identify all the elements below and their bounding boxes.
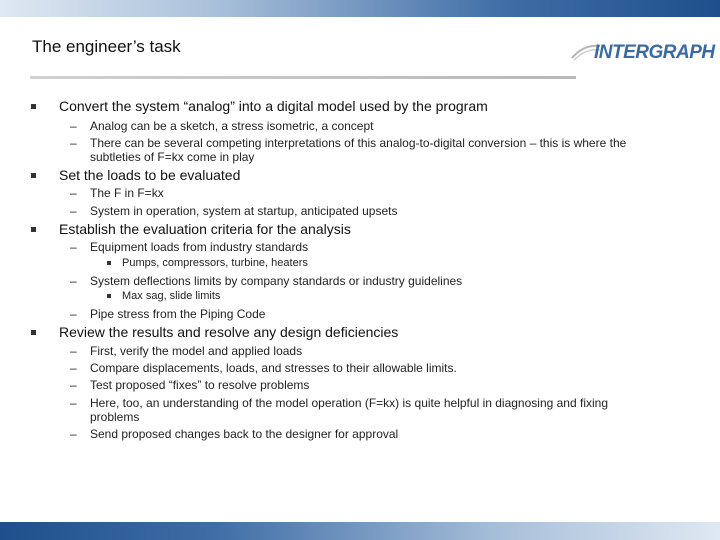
- bullet-3: Establish the evaluation criteria for the analysis: [59, 221, 351, 237]
- dash-marker: –: [70, 136, 77, 150]
- slide-title: The engineer’s task: [32, 37, 181, 56]
- sub-sub-bullet-3-1-1: Pumps, compressors, turbine, heaters: [122, 257, 308, 269]
- bullet-marker: [31, 104, 36, 109]
- bullet-marker: [31, 227, 36, 232]
- bottom-banner: [0, 522, 720, 540]
- sub-bullet-3-1: Equipment loads from industry standards: [90, 240, 309, 254]
- sub-bullet-3-2: System deflections limits by company standards or industry guidelines: [90, 274, 463, 288]
- sub-bullet-1-1: Analog can be a sketch, a stress isometric, a concept: [90, 119, 374, 133]
- sub-bullet-1-2: There can be several competing interpretations of this analog-to-digital conversion – this is where the: [90, 136, 627, 150]
- dash-marker: –: [70, 427, 77, 441]
- dash-marker: –: [70, 396, 77, 410]
- dash-marker: –: [70, 378, 77, 392]
- sub-bullet-3-3: Pipe stress from the Piping Code: [90, 307, 266, 321]
- dash-marker: –: [70, 344, 77, 358]
- bullet-marker: [31, 330, 36, 335]
- sub-bullet-2-2: System in operation, system at startup, anticipated upsets: [90, 204, 398, 218]
- dash-marker: –: [70, 361, 77, 375]
- sub-bullet-4-1: First, verify the model and applied loads: [90, 344, 303, 358]
- bullet-2: Set the loads to be evaluated: [59, 167, 241, 183]
- dash-marker: –: [70, 186, 77, 200]
- sub-bullet-4-4-cont: problems: [90, 410, 140, 424]
- sub-bullet-4-4: Here, too, an understanding of the model operation (F=kx) is quite helpful in diagnosing and fixing: [90, 396, 608, 410]
- dash-marker: –: [70, 274, 77, 288]
- sub-bullet-4-3: Test proposed “fixes” to resolve problems: [90, 378, 310, 392]
- bullet-4: Review the results and resolve any design deficiencies: [59, 324, 399, 340]
- square-bullet-marker: [107, 261, 111, 265]
- bullet-marker: [31, 173, 36, 178]
- dash-marker: –: [70, 204, 77, 218]
- sub-bullet-2-1: The F in F=kx: [90, 186, 164, 200]
- logo-wordmark: INTERGRAPH: [594, 42, 715, 63]
- sub-bullet-4-5: Send proposed changes back to the designer for approval: [90, 427, 399, 441]
- square-bullet-marker: [107, 294, 111, 298]
- sub-bullet-1-2-cont: subtleties of F=kx come in play: [90, 150, 255, 164]
- dash-marker: –: [70, 119, 77, 133]
- dash-marker: –: [70, 240, 77, 254]
- bullet-1: Convert the system “analog” into a digital model used by the program: [59, 98, 488, 114]
- sub-bullet-4-2: Compare displacements, loads, and stresses to their allowable limits.: [90, 361, 457, 375]
- dash-marker: –: [70, 307, 77, 321]
- sub-sub-bullet-3-2-1: Max sag, slide limits: [122, 290, 221, 302]
